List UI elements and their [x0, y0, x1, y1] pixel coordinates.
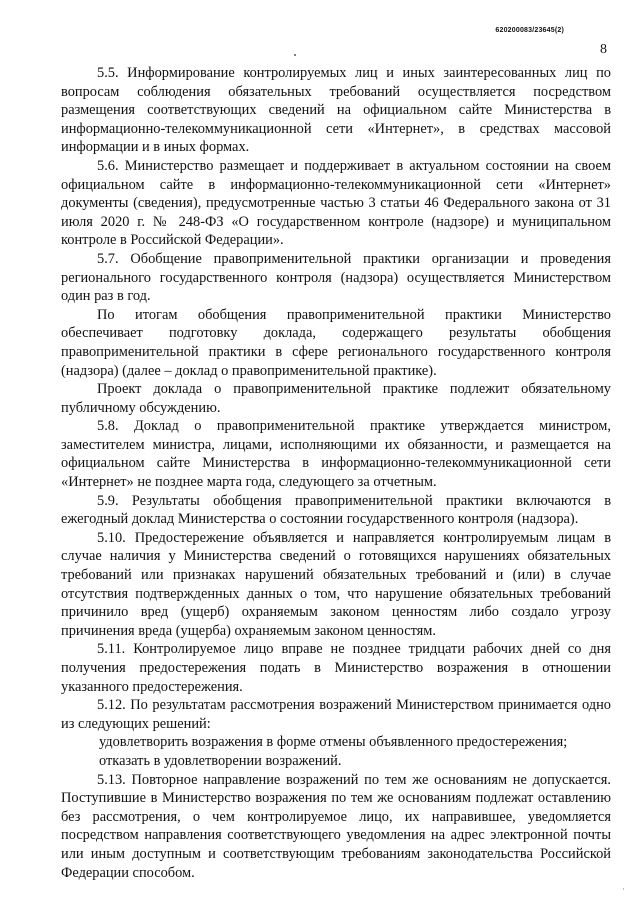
document-body — [61, 64, 611, 882]
paragraph-5-6: 5.6. Министерство размещает и поддерживает в актуальном состоянии на своем официальном сайте в информационно-телекоммуникационной сети «Интернет» документы (сведения), предусмотренные частью 3 статьи 46 Федерального закона от 31 июля 2020 г. № 248-ФЗ «О государственном контроле (надзоре) и муниципальном контроле в Российской Федерации». — [61, 157, 611, 249]
paragraph-5-5: 5.5. Информирование контролируемых лиц и иных заинтересованных лиц по вопросам соблюдения обязательных требований осуществляется посредством размещения соответствующих сведений на официальном сайте Министерства в информационно-телекоммуникационной сети «Интернет», в средствах массовой информации и в иных формах. — [61, 65, 611, 156]
paragraph-5-11: 5.11. Контролируемое лицо вправе не позднее тридцати рабочих дней со дня получения предостережения подать в Министерство возражения в отношении указанного предостережения. — [61, 641, 611, 695]
decision-option-refuse: отказать в удовлетворении возражений. — [99, 752, 342, 769]
paragraph-5-12: 5.12. По результатам рассмотрения возражений Министерством принимается одно из следующих решений: — [61, 697, 611, 732]
page-number: 8 — [600, 42, 607, 57]
paragraph-5-7: 5.7. Обобщение правоприменительной практики организации и проведения регионального государственного контроля (надзора) осуществляется Министерством один раз в год. — [61, 250, 611, 305]
document-id: 620200083/23645(2) — [495, 27, 564, 34]
scan-speck — [294, 54, 296, 56]
paragraph-5-10: 5.10. Предостережение объявляется и направляется контролируемым лицам в случае наличия у Министерства сведений о готовящихся нарушениях обязательных требований или признаках нарушений обязательных требований и (или) в случае отсутствия подтвержденных данных о том, что нарушение обязательных требований причинило вред (ущерб) охраняемым законом ценностям либо создало угрозу причинения вреда (ущерба) охраняемым законом ценностям. — [61, 529, 611, 639]
paragraph-5-7-discussion: Проект доклада о правоприменительной практике подлежит обязательному публичному обсуждению. — [61, 381, 611, 416]
paragraph-5-7-report: По итогам обобщения правоприменительной практики Министерство обеспечивает подготовку доклада, содержащего результаты обобщения правоприменительной практики в сфере регионального государственного контроля (надзора) (далее – доклад о правоприменительной практике). — [61, 306, 611, 379]
paragraph-5-13: 5.13. Повторное направление возражений по тем же основаниям не допускается. Поступившие в Министерство возражения по тем же основаниям подлежат оставлению без рассмотрения, о чем контролируемое лицо, их направившее, уведомляется посредством направления соответствующего уведомления на адрес электронной почты или иным доступным и соответствующим требованиям законодательства Российской Федерации способом. — [61, 771, 611, 881]
paragraph-5-8: 5.8. Доклад о правоприменительной практике утверждается министром, заместителем министра, лицами, исполняющими их обязанности, и размещается на официальном сайте Министерства в информационно-телекоммуникационной сети «Интернет» не позднее марта года, следующего за отчетным. — [61, 418, 611, 491]
scan-mark: · — [622, 884, 625, 894]
paragraph-5-9: 5.9. Результаты обобщения правоприменительной практики включаются в ежегодный доклад Министерства о состоянии государственного контроля (надзора). — [61, 492, 611, 528]
decision-option-satisfy: удовлетворить возражения в форме отмены объявленного предостережения; — [99, 734, 568, 751]
